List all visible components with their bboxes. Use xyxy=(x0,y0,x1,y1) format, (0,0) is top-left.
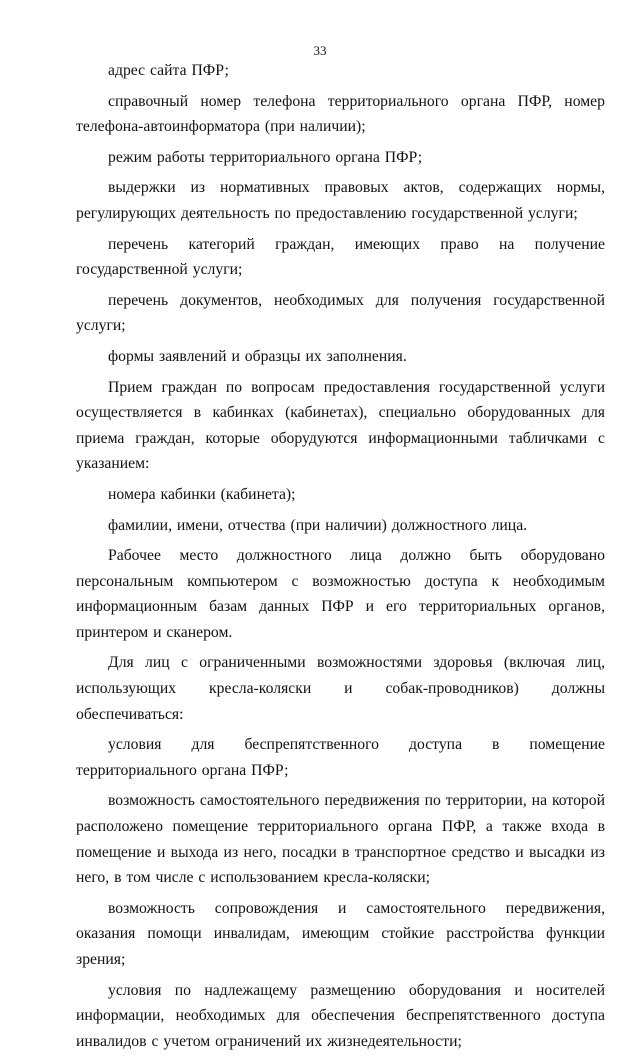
paragraph: фамилии, имени, отчества (при наличии) должностного лица. xyxy=(108,516,528,534)
paragraph: перечень категорий граждан, имеющих право на получение государственной услуги; xyxy=(76,235,605,279)
paragraph: справочный номер телефона территориального органа ПФР, номер телефона-автоинформатора (при наличии); xyxy=(76,92,605,136)
page-number: 33 xyxy=(313,43,327,58)
paragraph: номера кабинки (кабинета); xyxy=(108,485,296,503)
paragraph: режим работы территориального органа ПФР; xyxy=(108,148,423,166)
paragraph: перечень документов, необходимых для получения государственной услуги; xyxy=(76,291,605,335)
paragraph: формы заявлений и образцы их заполнения. xyxy=(108,347,407,365)
paragraph: возможность сопровождения и самостоятельного передвижения, оказания помощи инвалидам, имеющим стойкие расстройства функции зрения; xyxy=(76,899,605,968)
document-body xyxy=(76,58,605,1059)
paragraph: возможность самостоятельного передвижения по территории, на которой расположено помещение территориального органа ПФР, а также входа в помещение и выхода из него, посадки в транспортное средство и высадки из него, в том числе с использованием кресла-коляски; xyxy=(76,792,605,887)
paragraph: условия для беспрепятственного доступа в помещение территориального органа ПФР; xyxy=(76,736,605,779)
paragraph: адрес сайта ПФР; xyxy=(108,62,229,79)
paragraph: выдержки из нормативных правовых актов, содержащих нормы, регулирующих деятельность по предоставлению государственной услуги; xyxy=(76,179,605,222)
paragraph: Рабочее место должностного лица должно быть оборудовано персональным компьютером с возможностью доступа к необходимым информационным базам данных ПФР и его территориальных органов, принтером и сканером. xyxy=(76,547,605,641)
paragraph: Для лиц с ограниченными возможностями здоровья (включая лиц, использующих кресла-коляски и собак-проводников) должны обеспечиваться: xyxy=(76,654,605,723)
paragraph: Прием граждан по вопросам предоставления государственной услуги осуществляется в кабинках (кабинетах), специально оборудованных для приема граждан, которые оборудуются информационными табличками с указанием: xyxy=(76,378,605,473)
paragraph: условия по надлежащему размещению оборудования и носителей информации, необходимых для обеспечения беспрепятственного доступа инвалидов с учетом ограничений их жизнедеятельности; xyxy=(76,981,605,1050)
